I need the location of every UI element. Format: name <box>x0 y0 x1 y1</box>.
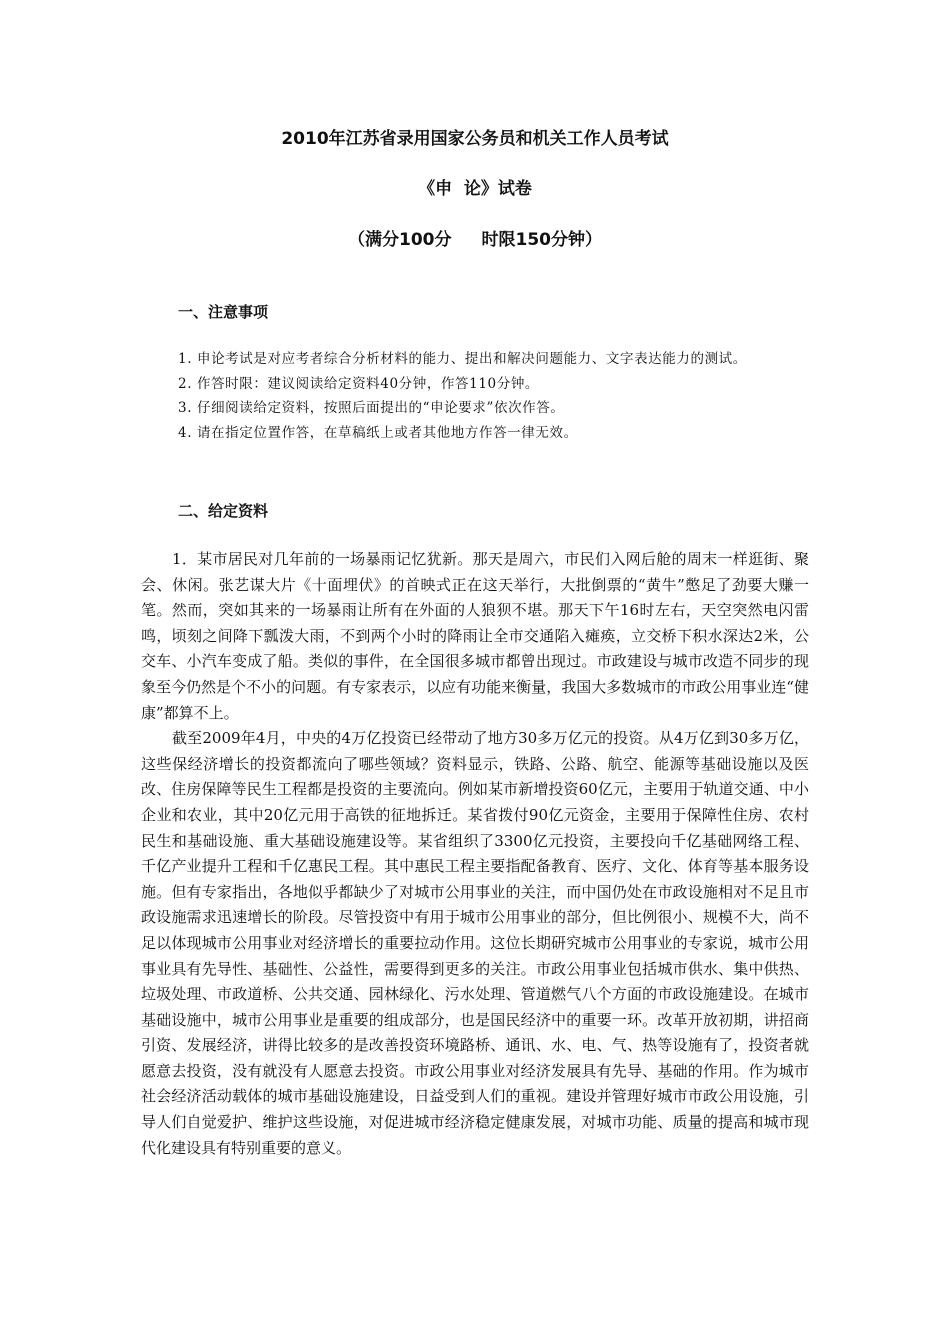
section-heading-materials: 二、给定资料 <box>178 502 269 520</box>
page-title: 2010年江苏省录用国家公务员和机关工作人员考试 <box>281 129 669 149</box>
section-heading-notes: 一、注意事项 <box>178 303 269 321</box>
material-paragraph: 截至2009年4月，中央的4万亿投资已经带动了地方30多万亿元的投资。从4万亿到30多万亿，这些保经济增长的投资都流向了哪些领域？资料显示，铁路、公路、航空、能源等基础设施以及医改、住房保障等民生工程都是投资的主要流向。例如某市新增投资60亿元，主要用于轨道交通、中小企业和农业，其中20亿元用于高铁的征地拆迁。某省拨付90亿元资金，主要用于保障性住房、农村民生和基础设施、重大基础设施建设等。某省组织了3300亿元投资，主要投向千亿基础网络工程、千亿产业提升工程和千亿惠民工程。其中惠民工程主要指配备教育、医疗、文化、体育等基本服务设施。但有专家指出，各地似乎都缺少了对城市公用事业的关注，而中国仍处在市政设施相对不足且市政设施需求迅速增长的阶段。尽管投资中有用于城市公用事业的部分，但比例很小、规模不大，尚不足以体现城市公用事业对经济增长的重要拉动作用。这位长期研究城市公用事业的专家说，城市公用事业具有先导性、基础性、公益性，需要得到更多的关注。市政公用事业包括城市供水、集中供热、垃圾处理、市政道桥、公共交通、园林绿化、污水处理、管道燃气八个方面的市政设施建设。在城市基础设施中，城市公用事业是重要的组成部分，也是国民经济中的重要一环。改革开放初期，讲招商引资、发展经济，讲得比较多的是改善投资环境路桥、通讯、水、电、气、热等设施有了，投资者就愿意去投资，没有就没有人愿意去投资。市政公用事业对经济发展具有先导、基础的作用。作为城市社会经济活动载体的城市基础设施建设，日益受到人们的重视。建设并管理好城市市政公用设施，引导人们自觉爱护、维护这些设施，对促进城市经济稳定健康发展，对城市功能、质量的提高和城市现代化建设具有特别重要的意义。 <box>141 729 809 1157</box>
notes-list <box>141 347 809 445</box>
exam-subtitle: 《申 论》试卷 <box>418 179 532 199</box>
note-item: 4. 请在指定位置作答，在草稿纸上或者其他地方作答一律无效。 <box>178 424 578 441</box>
material-paragraph: 1．某市居民对几年前的一场暴雨记忆犹新。那天是周六，市民们入网后舱的周末一样逛街、聚会、休闲。张艺谋大片《十面埋伏》的首映式正在这天举行，大批倒票的“黄牛”憋足了劲要大赚一笔。然而，突如其来的一场暴雨让所有在外面的人狼狈不堪。那天下午16时左右，天空突然电闪雷鸣，顷刻之间降下瓢泼大雨，不到两个小时的降雨让全市交通陷入瘫痪，立交桥下积水深达2米，公交车、小汽车变成了船。类似的事件，在全国很多城市都曾出现过。市政建设与城市改造不同步的现象至今仍然是个不小的问题。有专家表示，以应有功能来衡量，我国大多数城市的市政公用事业连“健康”都算不上。 <box>141 550 809 722</box>
note-item: 2. 作答时限：建议阅读给定资料40分钟，作答110分钟。 <box>178 375 540 392</box>
score-time-line <box>0 229 950 251</box>
materials-body <box>141 547 809 1161</box>
note-item: 3. 仔细阅读给定资料，按照后面提出的“申论要求”依次作答。 <box>178 400 565 416</box>
time-limit: 时限150分钟） <box>481 230 602 250</box>
note-item: 1. 申论考试是对应考者综合分析材料的能力、提出和解决问题能力、文字表达能力的测试。 <box>178 351 747 367</box>
full-score: （满分100分 <box>348 230 452 250</box>
